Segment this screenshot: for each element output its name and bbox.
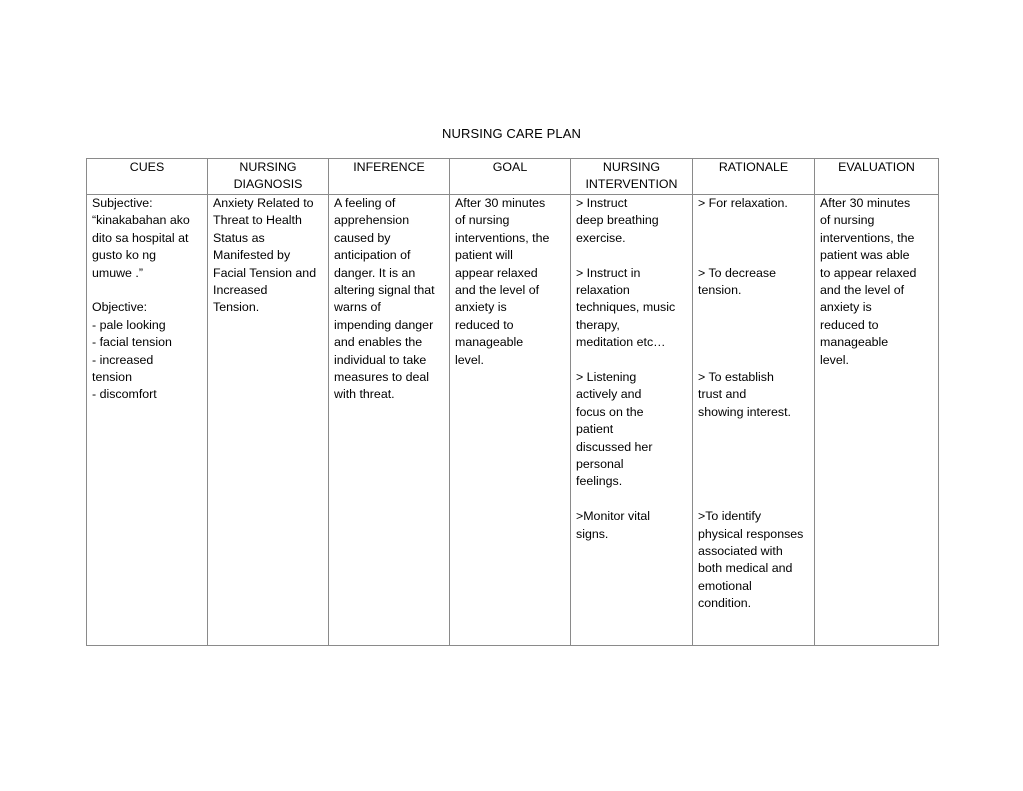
cell-text-line (698, 230, 809, 247)
table-header-row (87, 159, 939, 195)
cell-text-line: Increased (213, 283, 268, 298)
cell-text-line: patient (576, 422, 614, 437)
cell-text-line: > Instruct (576, 196, 628, 210)
cell-nursing-intervention (571, 195, 693, 646)
header-nursing-diagnosis (208, 159, 329, 195)
cell-text-line: deep breathing (576, 213, 659, 228)
cell-text-line (576, 352, 687, 369)
cell-text-line: patient will (455, 248, 513, 263)
cell-text-line: > Listening (576, 370, 637, 385)
cell-text-line: manageable (820, 335, 889, 350)
cell-text-line: reduced to (820, 317, 879, 332)
cell-text-line (92, 282, 202, 299)
header-inference (329, 159, 450, 195)
cell-text-line: trust and (698, 387, 747, 402)
cell-text-line: signs. (576, 526, 609, 541)
cell-text-line: Tension. (213, 300, 260, 315)
table-row (87, 195, 939, 646)
cell-rationale (693, 195, 815, 646)
header-line: RATIONALE (718, 160, 789, 174)
cell-text-line (698, 421, 809, 438)
cell-text-line: associated with (698, 543, 783, 558)
document-title: NURSING CARE PLAN (442, 126, 581, 141)
header-goal (450, 159, 571, 195)
cell-text-line: reduced to (455, 317, 514, 332)
cell-text-line: dito sa hospital at (92, 230, 189, 245)
cell-text-line: individual to take (334, 352, 427, 367)
header-rationale (693, 159, 815, 195)
cell-nursing-diagnosis (208, 195, 329, 646)
cell-text-line: appear relaxed (455, 265, 538, 280)
cell-text-line (576, 247, 687, 264)
cell-text-line: showing interest. (698, 404, 791, 419)
header-line: EVALUATION (838, 160, 915, 174)
cell-text-line (698, 247, 809, 264)
cell-text-line: Manifested by (213, 248, 291, 263)
cell-text-line (698, 352, 809, 369)
cell-text-line: measures to deal (334, 370, 430, 385)
cell-text-line: techniques, music (576, 300, 676, 315)
cell-text-line: Threat to Health (213, 213, 302, 228)
cell-text-line: impending danger (334, 317, 434, 332)
care-plan-table (86, 158, 939, 646)
cell-text-line: interventions, the (820, 230, 915, 245)
cell-text-line: Status as (213, 230, 265, 245)
cell-text-line (698, 439, 809, 456)
cell-text-line: physical responses (698, 526, 804, 541)
cell-text-line: After 30 minutes (455, 196, 546, 210)
cell-text-line: umuwe .” (92, 265, 143, 280)
cell-text-line: >Monitor vital (576, 509, 651, 524)
cell-text-line: altering signal that (334, 283, 435, 298)
cell-text-line: condition. (698, 596, 752, 611)
header-line: INTERVENTION (585, 177, 678, 192)
cell-text-line: discussed her (576, 439, 653, 454)
cell-text-line (698, 299, 809, 316)
cell-text-line: >To identify (698, 509, 762, 524)
cell-text-line: interventions, the (455, 230, 550, 245)
cell-text-line: tension. (698, 282, 742, 297)
cell-text-line: Anxiety Related to (213, 196, 314, 210)
cell-text-line: After 30 minutes (820, 196, 911, 210)
cell-text-line: manageable (455, 335, 524, 350)
cell-text-line: Objective: (92, 300, 148, 315)
cell-text-line (698, 473, 809, 490)
cell-cues (87, 195, 208, 646)
cell-text-line: therapy, (576, 317, 620, 332)
cell-text-line: > To establish (698, 369, 774, 384)
cell-text-line: focus on the (576, 404, 644, 419)
header-cues (87, 159, 208, 195)
cell-text-line: - increased (92, 352, 154, 367)
cell-text-line: level. (820, 352, 849, 367)
header-line: NURSING (602, 160, 661, 174)
cell-text-line: actively and (576, 387, 642, 402)
cell-text-line: exercise. (576, 230, 626, 245)
header-line: GOAL (492, 160, 528, 174)
header-nursing-intervention (571, 159, 693, 195)
cell-text-line: and the level of (820, 283, 905, 298)
cell-text-line: level. (455, 352, 484, 367)
cell-text-line: tension (92, 370, 132, 385)
cell-text-line: > Instruct in (576, 265, 641, 280)
cell-text-line: Subjective: (92, 196, 153, 210)
cell-text-line: anxiety is (455, 300, 507, 315)
cell-inference (329, 195, 450, 646)
cell-text-line: - discomfort (92, 387, 157, 402)
cell-text-line: anticipation of (334, 248, 411, 263)
header-line: INFERENCE (353, 160, 425, 174)
cell-text-line: to appear relaxed (820, 265, 917, 280)
header-line: DIAGNOSIS (233, 177, 303, 192)
cell-text-line: emotional (698, 578, 752, 593)
cell-text-line (698, 456, 809, 473)
cell-text-line: of nursing (455, 213, 510, 228)
cell-text-line: anxiety is (820, 300, 872, 315)
cell-text-line: > For relaxation. (698, 196, 788, 210)
cell-text-line: and enables the (334, 335, 423, 350)
cell-text-line: - facial tension (92, 335, 172, 350)
cell-text-line: > To decrease (698, 265, 776, 280)
cell-text-line: warns of (334, 300, 381, 315)
header-evaluation (815, 159, 939, 195)
cell-text-line (698, 334, 809, 351)
cell-evaluation (815, 195, 939, 646)
cell-text-line: patient was able (820, 248, 910, 263)
cell-text-line: caused by (334, 230, 391, 245)
cell-text-line: A feeling of (334, 196, 396, 210)
cell-text-line: danger. It is an (334, 265, 416, 280)
cell-text-line: of nursing (820, 213, 875, 228)
cell-text-line (698, 317, 809, 334)
cell-text-line: relaxation (576, 283, 630, 298)
cell-text-line: gusto ko ng (92, 248, 157, 263)
header-line: NURSING (239, 160, 297, 174)
cell-text-line: Facial Tension and (213, 265, 317, 280)
cell-text-line: both medical and (698, 561, 793, 576)
cell-text-line: with threat. (334, 387, 395, 402)
cell-text-line: feelings. (576, 474, 623, 489)
cell-text-line: and the level of (455, 283, 540, 298)
cell-text-line: - pale looking (92, 317, 166, 332)
header-line: CUES (129, 160, 165, 174)
cell-goal (450, 195, 571, 646)
cell-text-line (698, 212, 809, 229)
cell-text-line (698, 491, 809, 508)
cell-text-line: personal (576, 457, 624, 472)
cell-text-line: apprehension (334, 213, 410, 228)
cell-text-line: meditation etc… (576, 335, 666, 350)
cell-text-line: “kinakabahan ako (92, 213, 190, 228)
cell-text-line (576, 491, 687, 508)
